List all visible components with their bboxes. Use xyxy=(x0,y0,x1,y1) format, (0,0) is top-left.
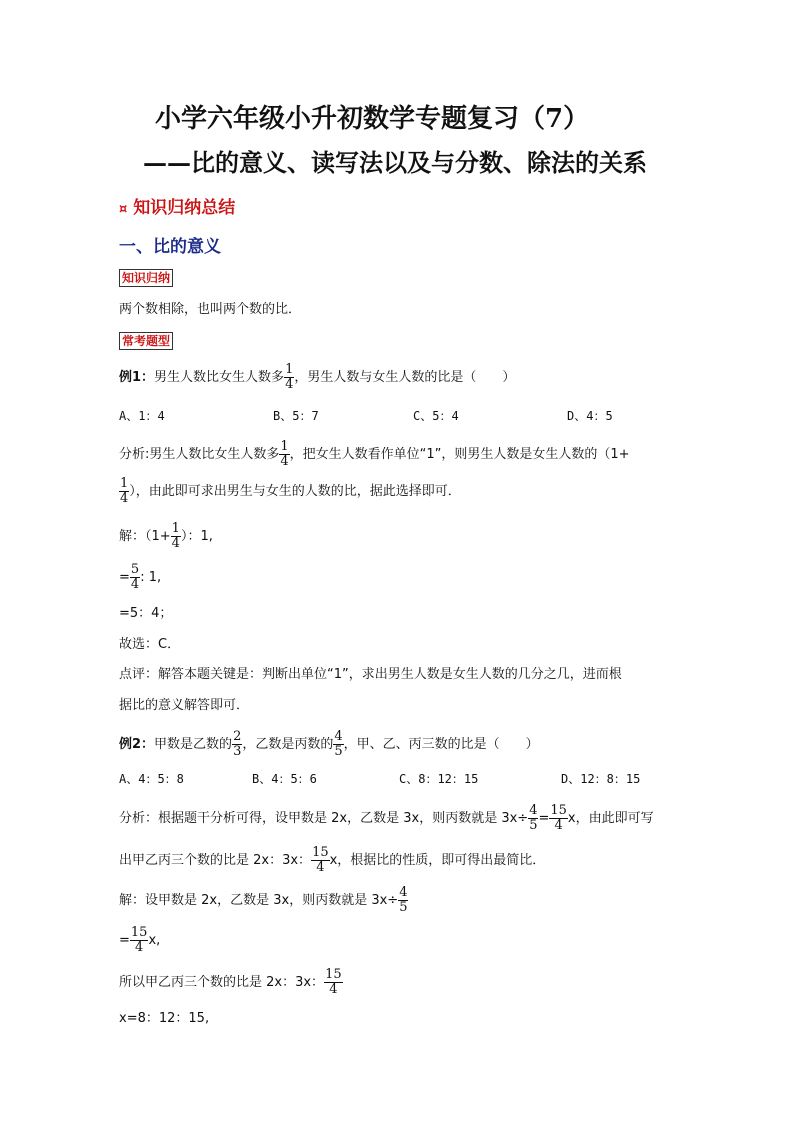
example2-question xyxy=(119,730,539,759)
example2-option-b: B、4：5：6 xyxy=(252,772,317,786)
fraction-1-4 xyxy=(171,522,181,551)
example1-q-part1: 男生人数比女生人数多 xyxy=(154,370,285,385)
example1-solution-line3: =5：4； xyxy=(119,606,173,621)
example2-q-part2: ，乙数是丙数的 xyxy=(242,737,334,752)
example1-solution-line1 xyxy=(119,522,213,551)
example1-comment-line2: 据比的意义解答即可． xyxy=(119,698,250,713)
fraction-denominator: 4 xyxy=(554,818,563,833)
section-label: 知识归纳总结 xyxy=(133,198,236,218)
fraction-denominator: 5 xyxy=(334,744,343,759)
solution-part1: 解：设甲数是 2x，乙数是 3x，则丙数就是 3x÷ xyxy=(119,893,399,908)
fraction-numerator: 4 xyxy=(529,803,538,818)
example1-comment-line1: 点评：解答本题关键是：判断出单位“1”，求出男生人数是女生人数的几分之几，进而根 xyxy=(119,667,622,682)
analysis-part4: x，根据比的性质，即可得出最简比． xyxy=(329,853,546,868)
fraction-4-5 xyxy=(333,730,343,759)
example2-solution-line2 xyxy=(119,926,160,955)
fraction-denominator: 4 xyxy=(329,982,338,997)
example2-solution-line3 xyxy=(119,968,343,997)
analysis-part1: 分析：根据题干分析可得，设甲数是 2x，乙数是 3x，则丙数就是 3x÷ xyxy=(119,811,529,826)
fraction-numerator: 15 xyxy=(325,967,342,982)
tag-knowledge: 知识归纳 xyxy=(119,269,173,287)
fraction-numerator: 4 xyxy=(334,729,343,744)
example1-analysis-line1 xyxy=(119,440,630,469)
fraction-4-5 xyxy=(528,804,538,833)
solution-part3: 所以甲乙丙三个数的比是 2x：3x： xyxy=(119,975,325,990)
example2-solution-line4: x=8：12：15, xyxy=(119,1011,210,1026)
fraction-numerator: 1 xyxy=(280,439,289,454)
fraction-1-4 xyxy=(119,477,129,506)
example1-question xyxy=(119,363,515,392)
fraction-15-4 xyxy=(130,926,149,955)
example1-analysis-line2 xyxy=(119,477,461,506)
solution-part1: 解：（1+ xyxy=(119,529,171,544)
section-bullet-icon: ¤ xyxy=(119,202,128,217)
example1-option-b: B、5：7 xyxy=(273,409,319,423)
fraction-denominator: 4 xyxy=(280,454,289,469)
example1-q-part2: ，男生人数与女生人数的比是（ ） xyxy=(294,370,516,385)
fraction-denominator: 4 xyxy=(120,491,129,506)
analysis-part3: 出甲乙丙三个数的比是 2x：3x： xyxy=(119,853,312,868)
fraction-denominator: 5 xyxy=(529,818,538,833)
fraction-numerator: 15 xyxy=(130,925,148,940)
page-title: 小学六年级小升初数学专题复习（7） xyxy=(155,104,590,134)
example1-label: 例1： xyxy=(119,370,155,385)
example1-choice: 故选：C． xyxy=(119,637,181,652)
fraction-denominator: 3 xyxy=(233,744,242,759)
fraction-denominator: 4 xyxy=(171,536,180,551)
fraction-numerator: 2 xyxy=(233,729,242,744)
fraction-numerator: 1 xyxy=(120,476,129,491)
fraction-15-4 xyxy=(324,968,343,997)
fraction-denominator: 4 xyxy=(285,377,294,392)
example2-option-a: A、4：5：8 xyxy=(119,772,184,786)
solution-eq: = xyxy=(119,933,130,948)
fraction-numerator: 15 xyxy=(312,845,329,860)
fraction-numerator: 1 xyxy=(171,521,180,536)
fraction-1-4 xyxy=(284,363,294,392)
solution-eq: = xyxy=(119,570,130,585)
example2-option-d: D、12：8：15 xyxy=(561,772,641,786)
solution-tail: x, xyxy=(148,933,161,948)
page-subtitle: ——比的意义、读写法以及与分数、除法的关系 xyxy=(143,148,647,177)
example1-solution-line2 xyxy=(119,563,161,592)
solution-part2: ）：1, xyxy=(180,529,213,544)
fraction-numerator: 4 xyxy=(399,885,408,900)
example2-solution-line1 xyxy=(119,886,408,915)
analysis-part2: ，把女生人数看作单位“1”，则男生人数是女生人数的（1+ xyxy=(289,447,630,462)
example1-option-a: A、1：4 xyxy=(119,409,165,423)
fraction-numerator: 15 xyxy=(550,803,567,818)
analysis-part2: x，由此即可写 xyxy=(567,811,654,826)
example2-q-part3: ，甲、乙、丙三数的比是（ ） xyxy=(343,737,539,752)
example1-option-d: D、4：5 xyxy=(567,409,613,423)
definition-text: 两个数相除，也叫两个数的比． xyxy=(119,302,302,317)
fraction-4-5 xyxy=(398,886,408,915)
example2-analysis-line1 xyxy=(119,804,654,833)
analysis-eq: = xyxy=(538,811,550,826)
example2-analysis-line2 xyxy=(119,846,545,875)
example2-q-part1: 甲数是乙数的 xyxy=(154,737,233,752)
analysis-part3: ），由此即可求出男生与女生的人数的比，据此选择即可． xyxy=(129,484,461,499)
fraction-15-4 xyxy=(549,804,568,833)
fraction-denominator: 4 xyxy=(316,860,325,875)
fraction-numerator: 5 xyxy=(130,562,140,577)
fraction-denominator: 4 xyxy=(135,940,144,955)
section-header xyxy=(119,193,235,218)
solution-tail: : 1, xyxy=(140,570,162,585)
fraction-denominator: 4 xyxy=(130,577,140,592)
fraction-denominator: 5 xyxy=(399,900,408,915)
analysis-part1: 分析:男生人数比女生人数多 xyxy=(119,447,280,462)
fraction-15-4 xyxy=(311,846,330,875)
example2-label: 例2： xyxy=(119,737,155,752)
example1-option-c: C、5：4 xyxy=(413,409,459,423)
fraction-2-3 xyxy=(232,730,242,759)
example2-option-c: C、8：12：15 xyxy=(399,772,479,786)
fraction-numerator: 1 xyxy=(285,362,294,377)
fraction-1-4 xyxy=(279,440,289,469)
tag-common-types: 常考题型 xyxy=(119,332,173,350)
heading-ratio-meaning: 一、比的意义 xyxy=(119,237,221,257)
fraction-5-4 xyxy=(130,563,140,592)
